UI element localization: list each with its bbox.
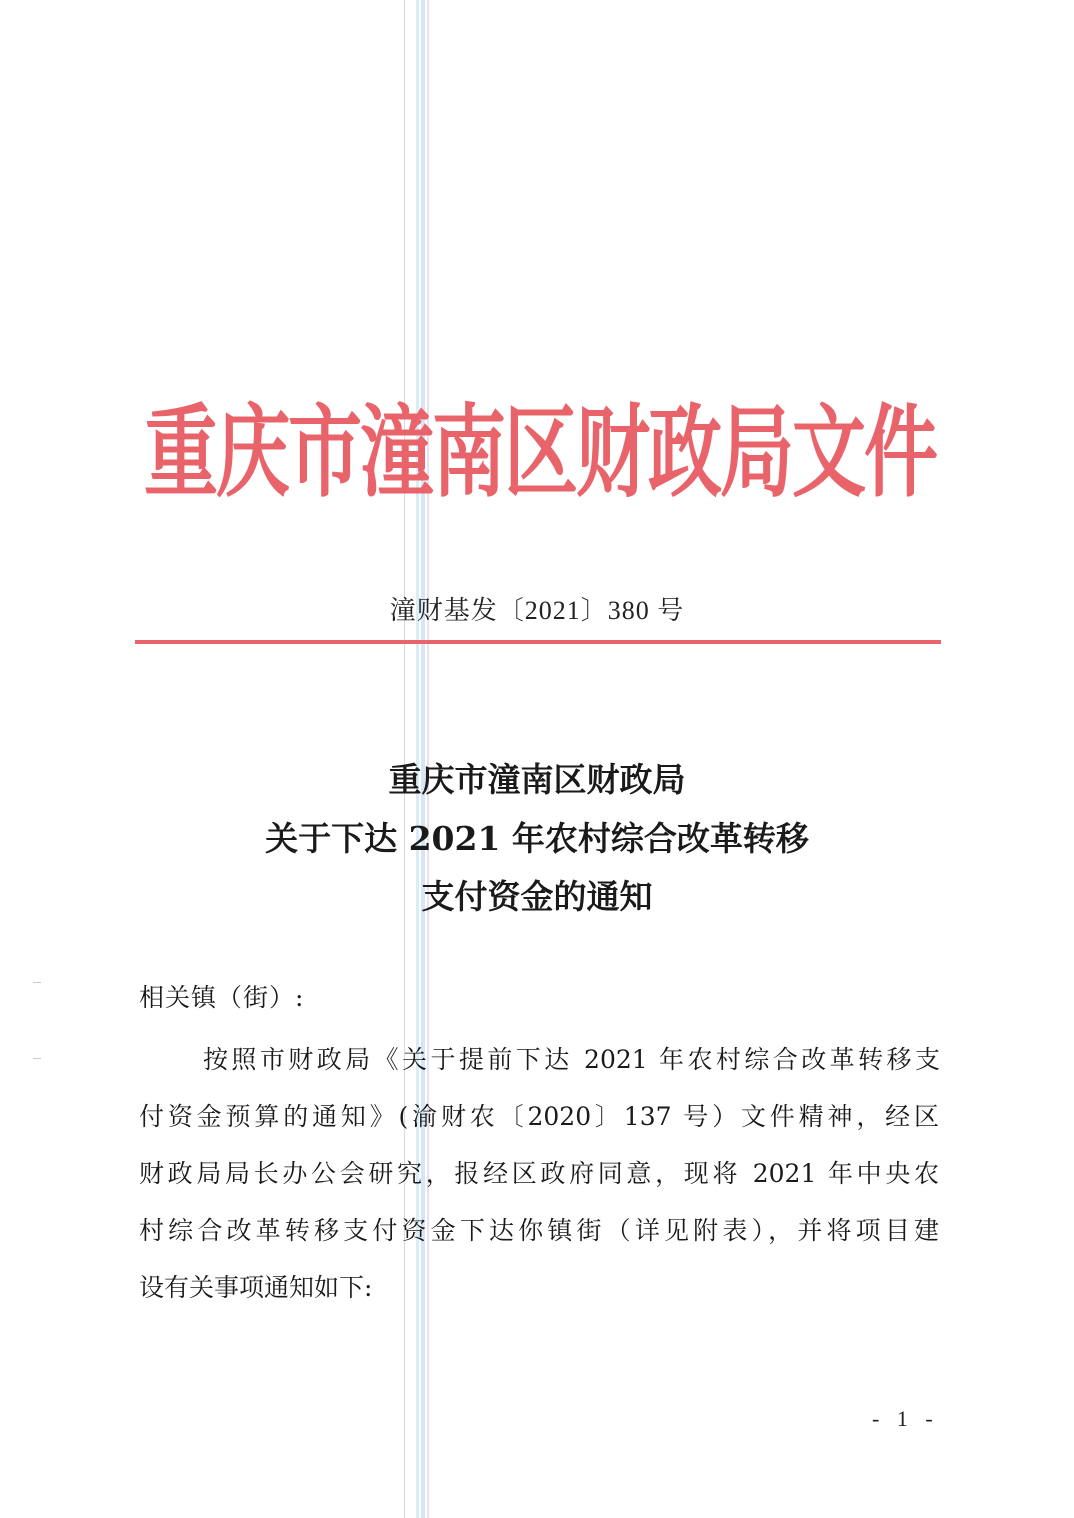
body-paragraph-line: 设有关事项通知如下: — [139, 1273, 373, 1302]
salutation: 相关镇（街）: — [139, 983, 305, 1012]
margin-mark — [33, 982, 41, 983]
document-title-line-2: 关于下达 2021 年农村综合改革转移 — [265, 819, 809, 858]
document-title-line-3: 支付资金的通知 — [421, 877, 653, 916]
body-paragraph-line: 付资金预算的通知》(渝财农〔2020〕137 号）文件精神，经区 — [139, 1102, 939, 1131]
body-paragraph-line: 村综合改革转移支付资金下达你镇街（详见附表），并将项目建 — [139, 1216, 939, 1245]
page-number: - 1 - — [872, 1406, 939, 1431]
document-title-line-1: 重庆市潼南区财政局 — [388, 760, 686, 799]
red-divider-rule — [135, 640, 941, 644]
body-paragraph-line: 财政局局长办公会研究，报经区政府同意，现将 2021 年中央农 — [139, 1159, 939, 1188]
document-masthead: 重庆市潼南区财政局文件 — [144, 394, 936, 512]
body-paragraph-line: 按照市财政局《关于提前下达 2021 年农村综合改革转移支 — [203, 1045, 940, 1074]
document-number: 潼财基发〔2021〕380 号 — [389, 596, 685, 625]
margin-mark — [33, 1058, 41, 1059]
